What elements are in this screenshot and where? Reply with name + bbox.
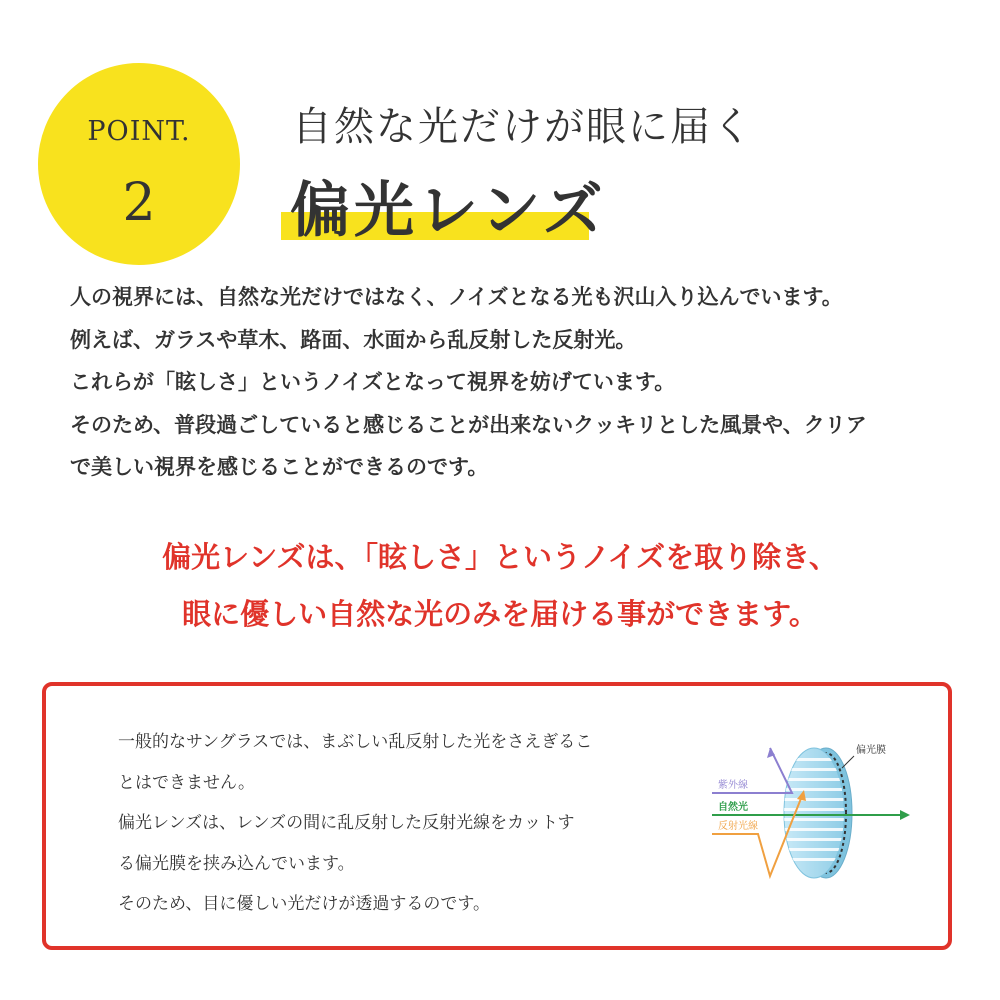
film-label: 偏光膜 — [856, 745, 886, 756]
explanation-text — [118, 722, 628, 925]
badge-number: 2 — [122, 173, 156, 233]
detail-line: 一般的なサングラスでは、まぶしい乱反射した光をさえぎるこ — [118, 732, 593, 752]
detail-line: 偏光レンズは、レンズの間に乱反射した反射光線をカットす — [118, 813, 575, 833]
intro-line: 例えば、ガラスや草木、路面、水面から乱反射した反射光。 — [70, 327, 637, 352]
point-badge — [38, 63, 240, 265]
detail-line: とはできません。 — [118, 772, 256, 793]
natural-label: 自然光 — [718, 802, 748, 813]
uv-label: 紫外線 — [718, 780, 748, 791]
badge-label: POINT. — [87, 116, 191, 147]
reflected-label: 反射光線 — [718, 821, 758, 832]
detail-line: そのため、目に優しい光だけが透過するのです。 — [118, 894, 490, 914]
emphasis-line: 眼に優しい自然な光のみを届ける事ができます。 — [182, 597, 818, 631]
intro-line: で美しい視界を感じることができるのです。 — [70, 455, 489, 479]
intro-paragraph — [70, 276, 950, 489]
polarized-lens-diagram — [674, 738, 914, 898]
explanation-box — [42, 682, 952, 950]
natural-light-arrowhead — [900, 810, 910, 820]
detail-line: る偏光膜を挟み込んでいます。 — [118, 853, 355, 874]
intro-line: これらが「眩しさ」というノイズとなって視界を妨げています。 — [70, 370, 676, 394]
emphasis-line: 偏光レンズは、「眩しさ」というノイズを取り除き、 — [162, 540, 838, 574]
intro-line: そのため、普段過ごしていると感じることが出来ないクッキリとした風景や、クリア — [70, 412, 867, 437]
section-subtitle: 自然な光だけが眼に届く — [292, 104, 754, 150]
section-title: 偏光レンズ — [290, 176, 607, 246]
intro-line: 人の視界には、自然な光だけではなく、ノイズとなる光も沢山入り込んでいます。 — [70, 285, 843, 309]
